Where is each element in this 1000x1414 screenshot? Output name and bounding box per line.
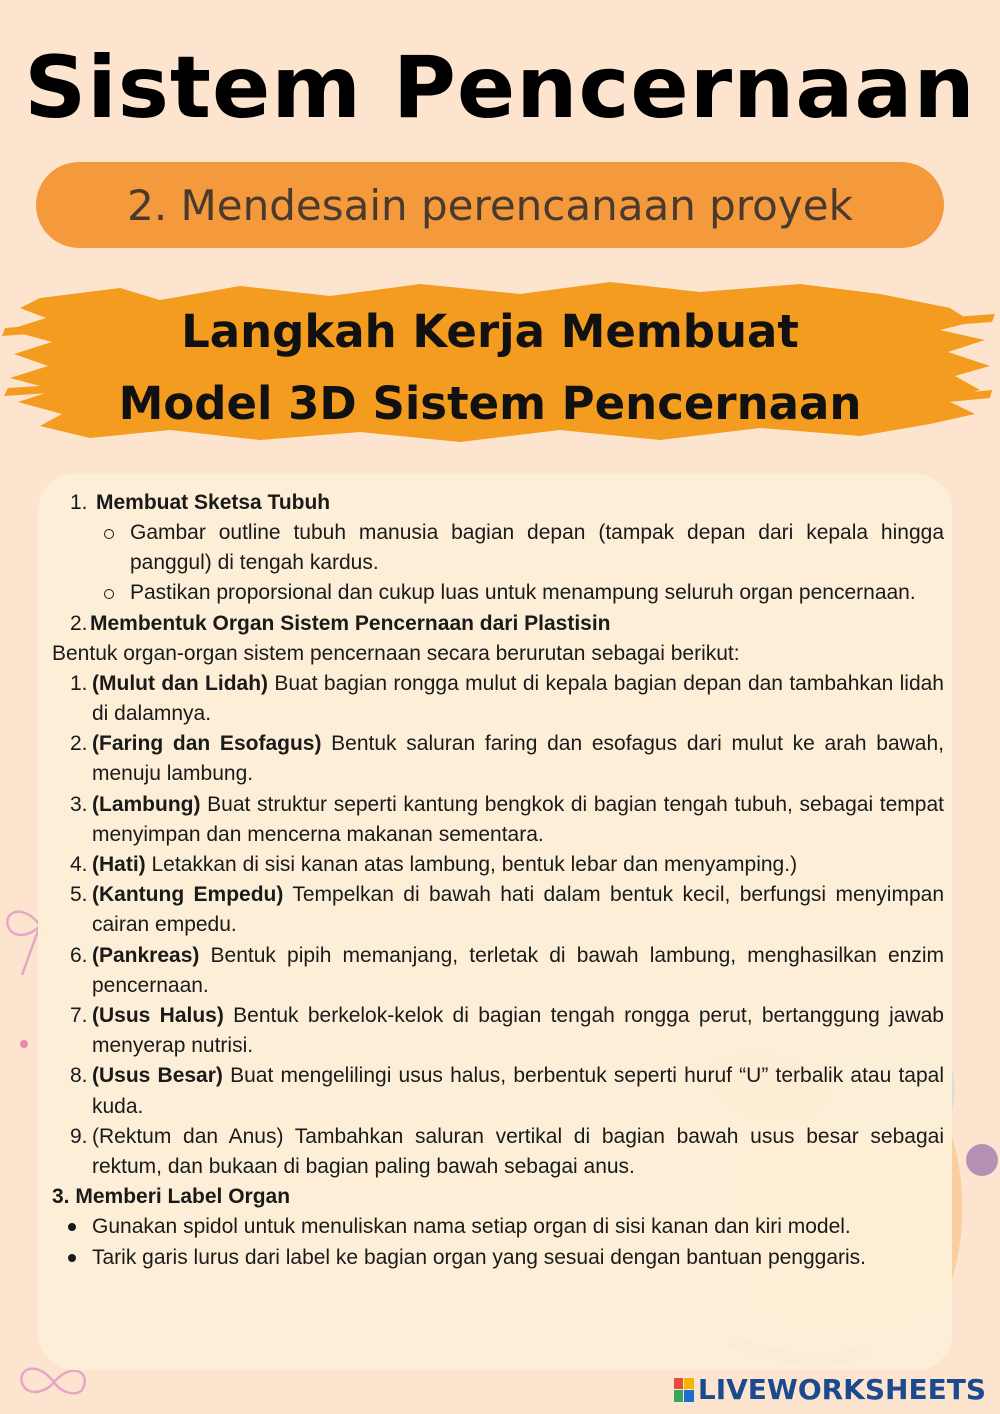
list-item-number: 1. xyxy=(70,671,88,695)
list-item-text: (Rektum dan Anus) Tambahkan saluran vertikal di bagian bawah usus besar sebagai rektum, dan bukaan di bagian paling bawah sebagai anus. xyxy=(92,1124,944,1179)
list-item xyxy=(52,880,944,940)
list-item-text: Tempelkan di bawah hati dalam bentuk kecil, berfungsi menyimpan cairan empedu. xyxy=(92,883,944,937)
list-item xyxy=(52,850,944,880)
bullet-text: Gambar outline tubuh manusia bagian depan (tampak depan dari kepala hingga panggul) di tengah kardus. xyxy=(130,521,944,575)
heading-line-1: Langkah Kerja Membuat xyxy=(181,305,799,358)
section-2-intro: Bentuk organ-organ sistem pencernaan secara berurutan sebagai berikut: xyxy=(52,641,740,665)
section-1-heading xyxy=(52,488,944,518)
list-item-label: (Usus Besar) xyxy=(92,1064,223,1088)
section-1-title: Membuat Sketsa Tubuh xyxy=(96,491,331,514)
list-item-label: (Hati) xyxy=(92,853,146,877)
liveworksheets-logo-icon xyxy=(674,1378,694,1402)
instructions-content xyxy=(52,488,944,1273)
section-3-title: 3. Memberi Label Organ xyxy=(52,1185,291,1209)
list-item-label: (Faring dan Esofagus) xyxy=(92,732,322,756)
list-item xyxy=(52,1061,944,1121)
section-3-bullet xyxy=(52,1212,944,1242)
list-item-number: 6. xyxy=(70,943,88,967)
list-item xyxy=(52,941,944,1001)
section-1-bullet xyxy=(52,578,944,608)
list-item-number: 7. xyxy=(70,1004,88,1028)
list-item-number: 8. xyxy=(70,1064,88,1088)
list-item-label: (Pankreas) xyxy=(92,943,200,967)
bullet-text: Tarik garis lurus dari label ke bagian organ yang sesuai dengan bantuan penggaris. xyxy=(92,1245,867,1269)
list-item-text: Bentuk saluran faring dan esofagus dari mulut ke arah bawah, menuju lambung. xyxy=(92,732,944,786)
subtitle-text: 2. Mendesain perencanaan proyek xyxy=(127,180,853,230)
logo-text: LIVEWORKSHEETS xyxy=(697,1373,986,1406)
list-item-label: (Lambung) xyxy=(92,792,201,816)
section-3-bullet xyxy=(52,1243,944,1273)
section-2-number: 2. xyxy=(70,611,88,635)
list-item xyxy=(52,1001,944,1061)
section-2-title: Membentuk Organ Sistem Pencernaan dari Plastisin xyxy=(90,611,611,635)
page-title: Sistem Pencernaan xyxy=(24,38,976,138)
liveworksheets-logo[interactable] xyxy=(674,1373,986,1406)
list-item-number: 4. xyxy=(70,853,88,877)
list-item-text: Buat struktur seperti kantung bengkok di bagian tengah tubuh, sebagai tempat menyimpan dan mencerna makanan sementara. xyxy=(92,792,944,846)
list-item-label: (Kantung Empedu) xyxy=(92,883,284,907)
subtitle-pill xyxy=(36,162,944,248)
list-item-text: Letakkan di sisi kanan atas lambung, bentuk lebar dan menyamping.) xyxy=(145,853,798,877)
list-item xyxy=(52,669,944,729)
list-item-text: Bentuk pipih memanjang, terletak di bawah lambung, menghasilkan enzim pencernaan. xyxy=(92,943,944,997)
list-item-text: Bentuk berkelok-kelok di bagian tengah rongga perut, bertanggung jawab menyerap nutrisi. xyxy=(92,1004,944,1058)
list-item-number: 5. xyxy=(70,883,88,907)
section-1-bullet xyxy=(52,518,944,578)
circle-bullet-icon xyxy=(104,589,114,599)
section-heading xyxy=(0,296,980,440)
list-item-text: Buat mengelilingi usus halus, berbentuk seperti huruf “U” terbalik atau tapal kuda. xyxy=(92,1064,944,1118)
dot-bullet-icon xyxy=(68,1254,76,1262)
circle-bullet-icon xyxy=(104,529,114,539)
list-item-number: 2. xyxy=(70,732,88,756)
section-1-number: 1. xyxy=(70,491,88,514)
bullet-text: Pastikan proporsional dan cukup luas untuk menampung seluruh organ pencernaan. xyxy=(130,581,916,605)
section-2-heading xyxy=(52,609,944,639)
bullet-text: Gunakan spidol untuk menuliskan nama setiap organ di sisi kanan dan kiri model. xyxy=(92,1215,851,1239)
list-item xyxy=(52,1122,944,1182)
list-item-label: (Usus Halus) xyxy=(92,1004,224,1028)
list-item-number: 3. xyxy=(70,792,88,816)
list-item-label: (Mulut dan Lidah) xyxy=(92,671,269,695)
dot-decoration-icon xyxy=(18,1038,30,1050)
list-item xyxy=(52,729,944,789)
list-item-text: Buat bagian rongga mulut di kepala bagian depan dan tambahkan lidah di dalamnya. xyxy=(92,671,944,726)
list-item xyxy=(52,790,944,850)
heading-line-2: Model 3D Sistem Pencernaan xyxy=(118,377,862,430)
dot-bullet-icon xyxy=(68,1223,76,1231)
list-item-number: 9. xyxy=(70,1124,88,1148)
